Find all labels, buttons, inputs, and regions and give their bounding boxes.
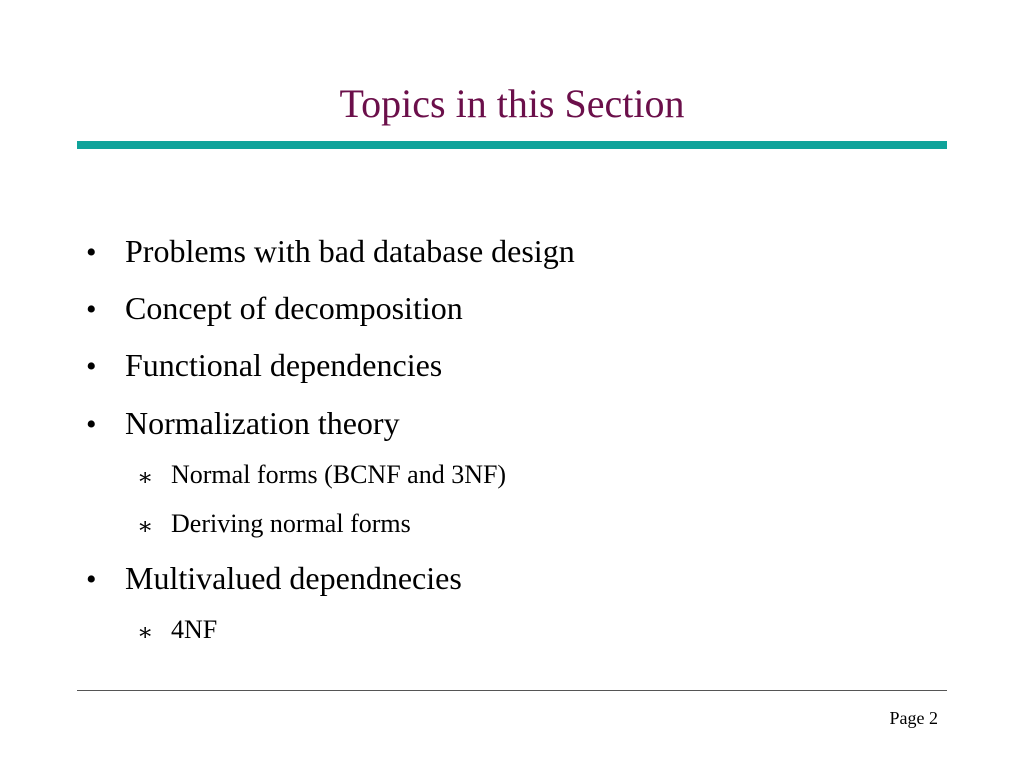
- sub-bullet-text: Deriving normal forms: [171, 509, 411, 538]
- sub-bullet-item: [137, 613, 217, 648]
- bullet-marker: •: [86, 293, 97, 326]
- bullet-text: Problems with bad database design: [125, 233, 575, 269]
- sub-bullet-item: [137, 507, 411, 542]
- sub-bullet-marker: ∗: [137, 620, 154, 646]
- bullet-text: Normalization theory: [125, 405, 400, 441]
- sub-bullet-text: 4NF: [171, 615, 218, 644]
- bullet-marker: •: [86, 236, 97, 269]
- sub-bullet-marker: ∗: [137, 514, 154, 540]
- bullet-item: [86, 345, 442, 387]
- slide-title: Topics in this Section: [339, 81, 685, 126]
- bullet-item: [86, 403, 400, 445]
- sub-bullet-text: Normal forms (BCNF and 3NF): [171, 460, 507, 489]
- bullet-marker: •: [86, 563, 97, 596]
- bullet-item: [86, 558, 462, 600]
- footer-divider: [77, 690, 947, 691]
- bullet-text: Concept of decomposition: [125, 290, 463, 326]
- bullet-text: Functional dependencies: [125, 347, 443, 383]
- bullet-item: [86, 288, 463, 330]
- bullet-marker: •: [86, 350, 97, 383]
- bullet-text: Multivalued dependnecies: [125, 560, 462, 596]
- bullet-item: [86, 231, 575, 273]
- sub-bullet-marker: ∗: [137, 465, 154, 491]
- sub-bullet-item: [137, 458, 506, 493]
- bullet-marker: •: [86, 408, 97, 441]
- page-number: Page 2: [889, 708, 938, 728]
